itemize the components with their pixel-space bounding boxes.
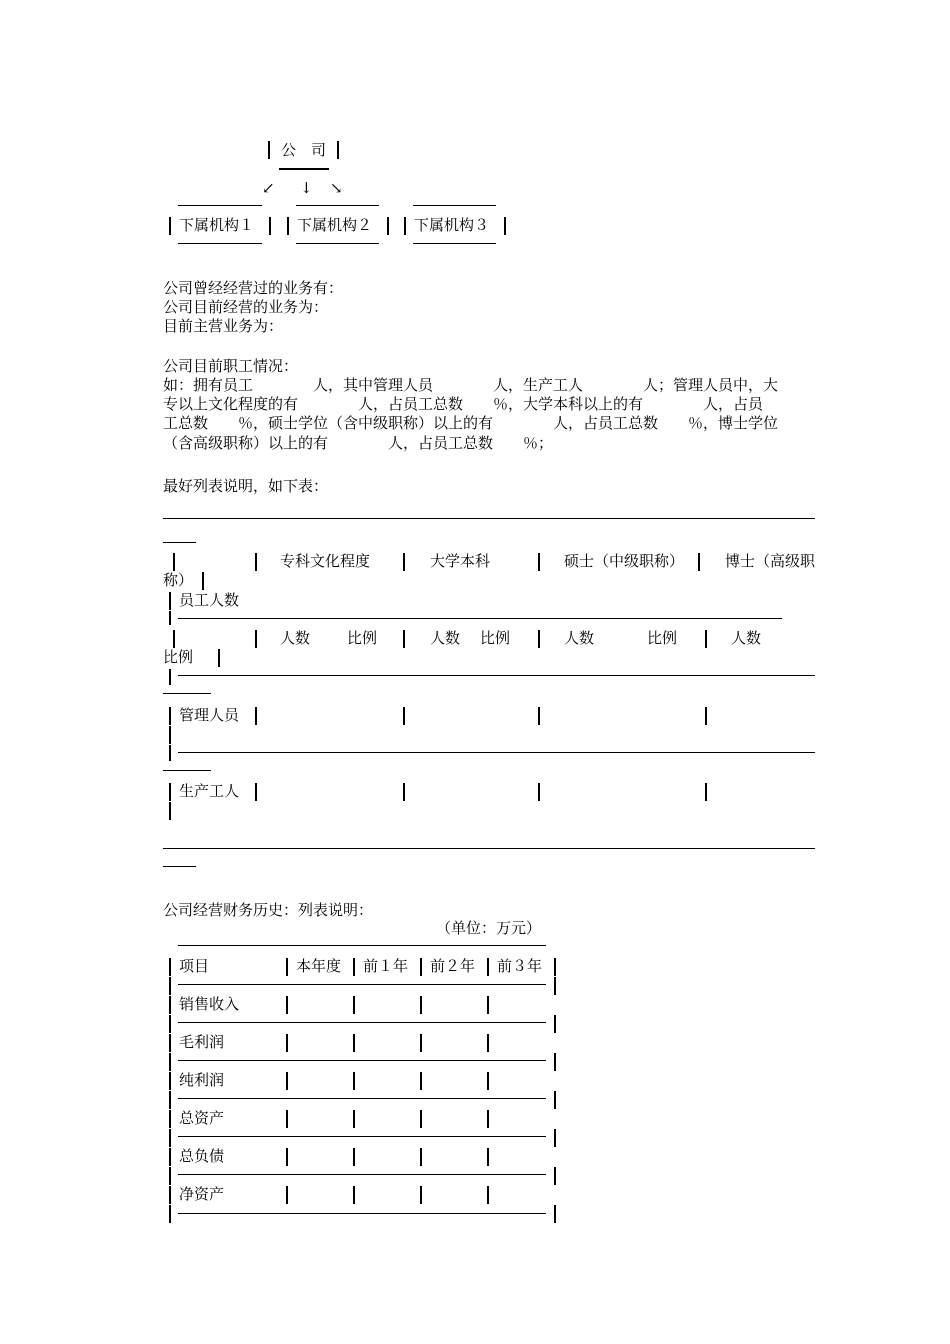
org-unit-1: 下属机构１ (179, 216, 255, 234)
staff-col-master: 硕士（中级职称） (564, 552, 685, 570)
cell-edge (353, 1072, 355, 1090)
staff-row-worker: 生产工人 (179, 782, 240, 800)
sub-ratio: 比例 (163, 648, 194, 666)
cell-edge (403, 707, 405, 725)
staff-line-3: 工总数 ％，硕士学位（含中级职称）以上的有 人，占员工总数 ％，博士学位 (163, 414, 779, 432)
org-unit-3: 下属机构３ (414, 216, 490, 234)
staff-heading: 公司目前职工情况： (163, 357, 299, 375)
cell-edge (487, 1148, 489, 1166)
cell-edge (353, 996, 355, 1014)
cell-edge (403, 553, 405, 571)
cell-edge (255, 783, 257, 801)
divider (163, 848, 815, 849)
cell-edge (169, 1015, 171, 1033)
cell-edge (202, 572, 204, 590)
finance-row-sales: 销售收入 (179, 995, 240, 1013)
divider (178, 752, 815, 753)
sub-count: 人数 (564, 629, 595, 647)
cell-edge (286, 996, 288, 1014)
cell-edge (286, 1186, 288, 1204)
cell-edge (169, 669, 171, 685)
finance-unit: （单位：万元） (436, 919, 542, 937)
sub-count: 人数 (430, 629, 461, 647)
business-current: 公司目前经营的业务为： (163, 298, 329, 316)
cell-edge (169, 745, 171, 761)
cell-edge (169, 1110, 171, 1128)
business-past: 公司曾经经营过的业务有： (163, 279, 344, 297)
box-edge (287, 217, 289, 235)
cell-edge (169, 977, 171, 995)
cell-edge (286, 958, 288, 976)
cell-edge (554, 1053, 556, 1071)
divider (163, 866, 196, 867)
finance-heading: 公司经营财务历史：列表说明： (163, 901, 374, 919)
finance-col-this-year: 本年度 (296, 957, 342, 975)
cell-edge (554, 1091, 556, 1109)
divider (163, 770, 211, 771)
divider (178, 1022, 546, 1023)
cell-edge (286, 1148, 288, 1166)
cell-edge (286, 1110, 288, 1128)
arrow-down-icon: ↓ (300, 179, 313, 197)
finance-row-net-profit: 纯利润 (179, 1071, 225, 1089)
cell-edge (538, 553, 540, 571)
cell-edge (255, 707, 257, 725)
staff-line-4: （含高级职称）以上的有 人，占员工总数 ％； (163, 434, 554, 452)
cell-edge (487, 958, 489, 976)
cell-edge (487, 996, 489, 1014)
finance-row-total-assets: 总资产 (179, 1109, 225, 1127)
cell-edge (554, 958, 556, 976)
divider (163, 518, 815, 519)
cell-edge (169, 1091, 171, 1109)
staff-col-doctor: 博士（高级职 (725, 552, 816, 570)
staff-col-bachelor: 大学本科 (430, 552, 491, 570)
cell-edge (420, 1148, 422, 1166)
sub-count: 人数 (731, 629, 762, 647)
finance-col-item: 项目 (179, 957, 210, 975)
box-edge (169, 217, 171, 235)
sub-count: 人数 (280, 629, 311, 647)
cell-edge (169, 1186, 171, 1204)
divider (296, 205, 379, 206)
table-intro: 最好列表说明，如下表： (163, 477, 329, 495)
cell-edge (169, 611, 171, 625)
cell-edge (169, 726, 171, 744)
box-edge (268, 141, 270, 159)
divider (296, 243, 379, 244)
cell-edge (353, 1110, 355, 1128)
cell-edge (487, 1186, 489, 1204)
divider (178, 945, 546, 946)
cell-edge (487, 1034, 489, 1052)
staff-col-college: 专科文化程度 (280, 552, 371, 570)
cell-edge (169, 996, 171, 1014)
box-edge (337, 141, 339, 159)
cell-edge (554, 1205, 556, 1223)
finance-row-gross-profit: 毛利润 (179, 1033, 225, 1051)
staff-line-1: 如：拥有员工 人，其中管理人员 人，生产工人 人；管理人员中，大 (163, 376, 779, 394)
divider (178, 1098, 546, 1099)
divider (178, 1174, 546, 1175)
cell-edge (420, 958, 422, 976)
cell-edge (169, 1205, 171, 1223)
cell-edge (420, 1034, 422, 1052)
divider (279, 168, 329, 170)
cell-edge (420, 1110, 422, 1128)
cell-edge (554, 977, 556, 995)
divider (413, 243, 496, 244)
cell-edge (169, 1034, 171, 1052)
cell-edge (420, 996, 422, 1014)
cell-edge (705, 630, 707, 648)
cell-edge (487, 1110, 489, 1128)
sub-ratio: 比例 (647, 629, 678, 647)
cell-edge (173, 553, 175, 571)
sub-ratio: 比例 (347, 629, 378, 647)
cell-edge (169, 783, 171, 801)
box-edge (269, 217, 271, 235)
cell-edge (698, 553, 700, 571)
org-company: 公 司 (281, 141, 327, 159)
cell-edge (353, 958, 355, 976)
cell-edge (538, 707, 540, 725)
divider (178, 205, 262, 206)
finance-row-net-assets: 净资产 (179, 1185, 225, 1203)
cell-edge (169, 1148, 171, 1166)
cell-edge (554, 1015, 556, 1033)
cell-edge (420, 1186, 422, 1204)
finance-col-prev-1: 前１年 (363, 957, 409, 975)
finance-col-prev-2: 前２年 (430, 957, 476, 975)
cell-edge (169, 958, 171, 976)
cell-edge (353, 1034, 355, 1052)
cell-edge (169, 1053, 171, 1071)
divider (178, 1213, 546, 1214)
box-edge (504, 217, 506, 235)
sub-ratio: 比例 (480, 629, 511, 647)
cell-edge (420, 1072, 422, 1090)
finance-col-prev-3: 前３年 (497, 957, 543, 975)
cell-edge (169, 707, 171, 725)
cell-edge (169, 1167, 171, 1185)
divider (178, 984, 546, 985)
staff-line-2: 专以上文化程度的有 人，占员工总数 ％，大学本科以上的有 人，占员 (163, 395, 764, 413)
box-edge (404, 217, 406, 235)
divider (163, 542, 196, 543)
divider (178, 618, 782, 619)
business-main: 目前主营业务为： (163, 317, 284, 335)
divider (178, 675, 815, 676)
cell-edge (353, 1148, 355, 1166)
cell-edge (705, 707, 707, 725)
cell-edge (705, 783, 707, 801)
cell-edge (538, 630, 540, 648)
cell-edge (554, 1167, 556, 1185)
cell-edge (286, 1072, 288, 1090)
cell-edge (538, 783, 540, 801)
cell-edge (554, 1129, 556, 1147)
cell-edge (169, 1129, 171, 1147)
org-unit-2: 下属机构２ (297, 216, 373, 234)
cell-edge (286, 1034, 288, 1052)
cell-edge (255, 553, 257, 571)
cell-edge (403, 783, 405, 801)
cell-edge (403, 630, 405, 648)
cell-edge (169, 802, 171, 820)
divider (163, 693, 211, 694)
box-edge (387, 217, 389, 235)
divider (178, 1136, 546, 1137)
staff-row-manager: 管理人员 (179, 706, 240, 724)
cell-edge (169, 1072, 171, 1090)
cell-edge (173, 630, 175, 648)
divider (178, 243, 262, 244)
arrow-left-icon: ↙ (262, 179, 275, 197)
divider (178, 1060, 546, 1061)
cell-edge (218, 649, 220, 667)
cell-edge (255, 630, 257, 648)
divider (413, 205, 496, 206)
cell-edge (169, 592, 171, 610)
finance-row-total-liabilities: 总负债 (179, 1147, 225, 1165)
staff-col-doctor-wrap: 称） (163, 571, 194, 589)
arrow-right-icon: ↘ (330, 179, 343, 197)
cell-edge (353, 1186, 355, 1204)
staff-row-label-header: 员工人数 (179, 591, 240, 609)
cell-edge (487, 1072, 489, 1090)
